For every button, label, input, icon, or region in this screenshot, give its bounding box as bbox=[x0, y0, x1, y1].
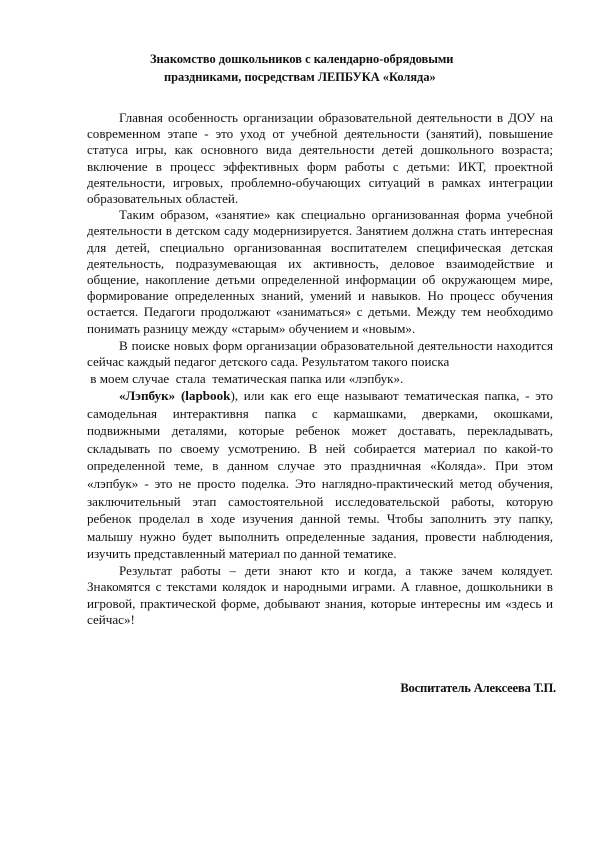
document-title bbox=[150, 50, 510, 86]
paragraph-3-last-line: в моем случае стала тематическая папка или «лэпбук». bbox=[87, 370, 404, 386]
paragraph-1: Главная особенность организации образовательной деятельности в ДОУ на современном этапе - это уход от учебной деятельности (занятий), повышение статуса игры, как основного вида деятельности детей дошкольного возраста; включение в процесс эффективных форм работы с детьми: ИКТ, проектной деятельности, игровых, проблемно-обучающих ситуаций в рамках интеграции образовательных областей. bbox=[87, 110, 553, 207]
paragraph-3-text: В поиске новых форм организации образовательной деятельности находится сейчас каждый педагог детского сада. Результатом такого поиска bbox=[87, 337, 553, 370]
lapbook-term: «Лэпбук» bbox=[119, 388, 176, 404]
lapbook-term-english: (lapbook bbox=[180, 388, 231, 404]
paragraph-4-text: ), или как его еще называют тематическая папка, - это самодельная интерактивня папка с кармашками, дверками, окошками, подвижными деталями, которые ребенок может доставать, перекладывать, складывать по своему усмотрению. В ней собирается материал по какой-то определенной теме, в данном случае это праздничная «Коляда». При этом «лэпбук» - это не просто поделка. Это наглядно-практический метод обучения, заключительный этап самостоятельной исследовательской работы, которую ребенок проделал в ходе изучения данной темы. Чтобы заполнить эту папку, малышу нужно будет выполнить определенные задания, провести наблюдения, изучить представленный материал по данной тематике. bbox=[87, 388, 553, 562]
title-line-2: праздниками, посредствам ЛЕПБУКА «Коляда» bbox=[164, 70, 436, 84]
paragraph-3 bbox=[87, 338, 553, 387]
paragraph-5: Результат работы – дети знают кто и когда, а также зачем колядует. Знакомятся с текстами колядок и народными играми. А главное, дошкольники в игровой, практической форме, добывают знания, которые интересны им «здесь и сейчас»! bbox=[87, 563, 553, 627]
title-line-1: Знакомство дошкольников с календарно-обрядовыми bbox=[150, 52, 454, 66]
author-signature: Воспитатель Алексеева Т.П. bbox=[400, 681, 556, 695]
document-body bbox=[87, 110, 553, 628]
paragraph-2: Таким образом, «занятие» как специально организованная форма учебной деятельности в детском саду модернизируется. Занятием должна стать интересная для детей, специально организованная воспитателем специфическая детская деятельность, подразумевающая их активность, деловое взаимодействие и общение, накопление детьми определенной информации об окружающем мире, формирование определенных знаний, умений и навыков. Но процесс обучения остается. Педагоги продолжают «заниматься» с детьми. Между тем необходимо понимать разницу между «старым» обучением и «новым». bbox=[87, 207, 553, 336]
paragraph-4 bbox=[87, 387, 553, 563]
